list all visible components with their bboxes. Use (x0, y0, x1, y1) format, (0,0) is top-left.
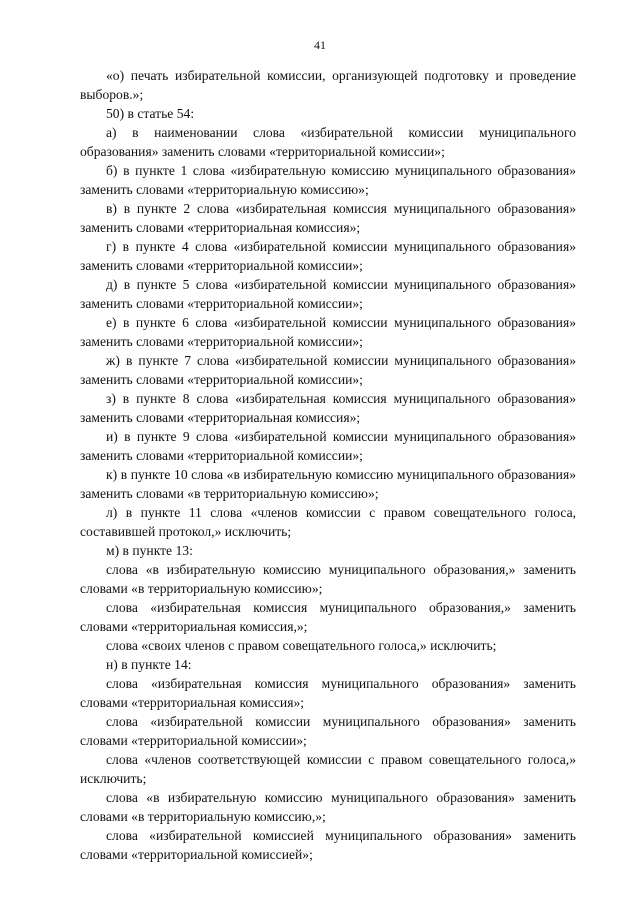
paragraph: слова «в избирательную комиссию муниципального образования,» заменить словами «в территориальную комиссию»; (80, 562, 576, 596)
paragraph: слова «своих членов с правом совещательного голоса,» исключить; (106, 638, 497, 653)
paragraph: л) в пункте 11 слова «членов комиссии с правом совещательного голоса, составившей протокол,» исключить; (80, 505, 576, 539)
paragraph: «о) печать избирательной комиссии, организующей подготовку и проведение выборов.»; (80, 68, 576, 102)
paragraph: и) в пункте 9 слова «избирательной комиссии муниципального образования» заменить словами «территориальной комиссии»; (80, 429, 576, 463)
paragraph: а) в наименовании слова «избирательной комиссии муниципального образования» заменить словами «территориальной комиссии»; (80, 125, 576, 159)
paragraph: н) в пункте 14: (106, 657, 192, 672)
paragraph: к) в пункте 10 слова «в избирательную комиссию муниципального образования» заменить словами «в территориальную комиссию»; (80, 467, 576, 501)
document-body (80, 66, 576, 864)
paragraph: г) в пункте 4 слова «избирательной комиссии муниципального образования» заменить словами «территориальной комиссии»; (80, 239, 576, 273)
paragraph: слова «избирательной комиссией муниципального образования» заменить словами «территориальной комиссией»; (80, 828, 576, 862)
paragraph: з) в пункте 8 слова «избирательная комиссия муниципального образования» заменить словами «территориальная комиссия»; (80, 391, 576, 425)
paragraph: м) в пункте 13: (106, 543, 193, 558)
paragraph: слова «избирательная комиссия муниципального образования,» заменить словами «территориальная комиссия,»; (80, 600, 576, 634)
paragraph: е) в пункте 6 слова «избирательной комиссии муниципального образования» заменить словами «территориальной комиссии»; (80, 315, 576, 349)
paragraph: д) в пункте 5 слова «избирательной комиссии муниципального образования» заменить словами «территориальной комиссии»; (80, 277, 576, 311)
paragraph: слова «в избирательную комиссию муниципального образования» заменить словами «в территориальную комиссию,»; (80, 790, 576, 824)
paragraph: слова «членов соответствующей комиссии с правом совещательного голоса,» исключить; (80, 752, 576, 786)
paragraph: 50) в статье 54: (106, 106, 195, 121)
paragraph: слова «избирательной комиссии муниципального образования» заменить словами «территориальной комиссии»; (80, 714, 576, 748)
paragraph: слова «избирательная комиссия муниципального образования» заменить словами «территориальная комиссия»; (80, 676, 576, 710)
paragraph: в) в пункте 2 слова «избирательная комиссия муниципального образования» заменить словами «территориальная комиссия»; (80, 201, 576, 235)
paragraph: ж) в пункте 7 слова «избирательной комиссии муниципального образования» заменить словами «территориальной комиссии»; (80, 353, 576, 387)
paragraph: б) в пункте 1 слова «избирательную комиссию муниципального образования» заменить словами «территориальную комиссию»; (80, 163, 576, 197)
page-number: 41 (314, 38, 326, 52)
